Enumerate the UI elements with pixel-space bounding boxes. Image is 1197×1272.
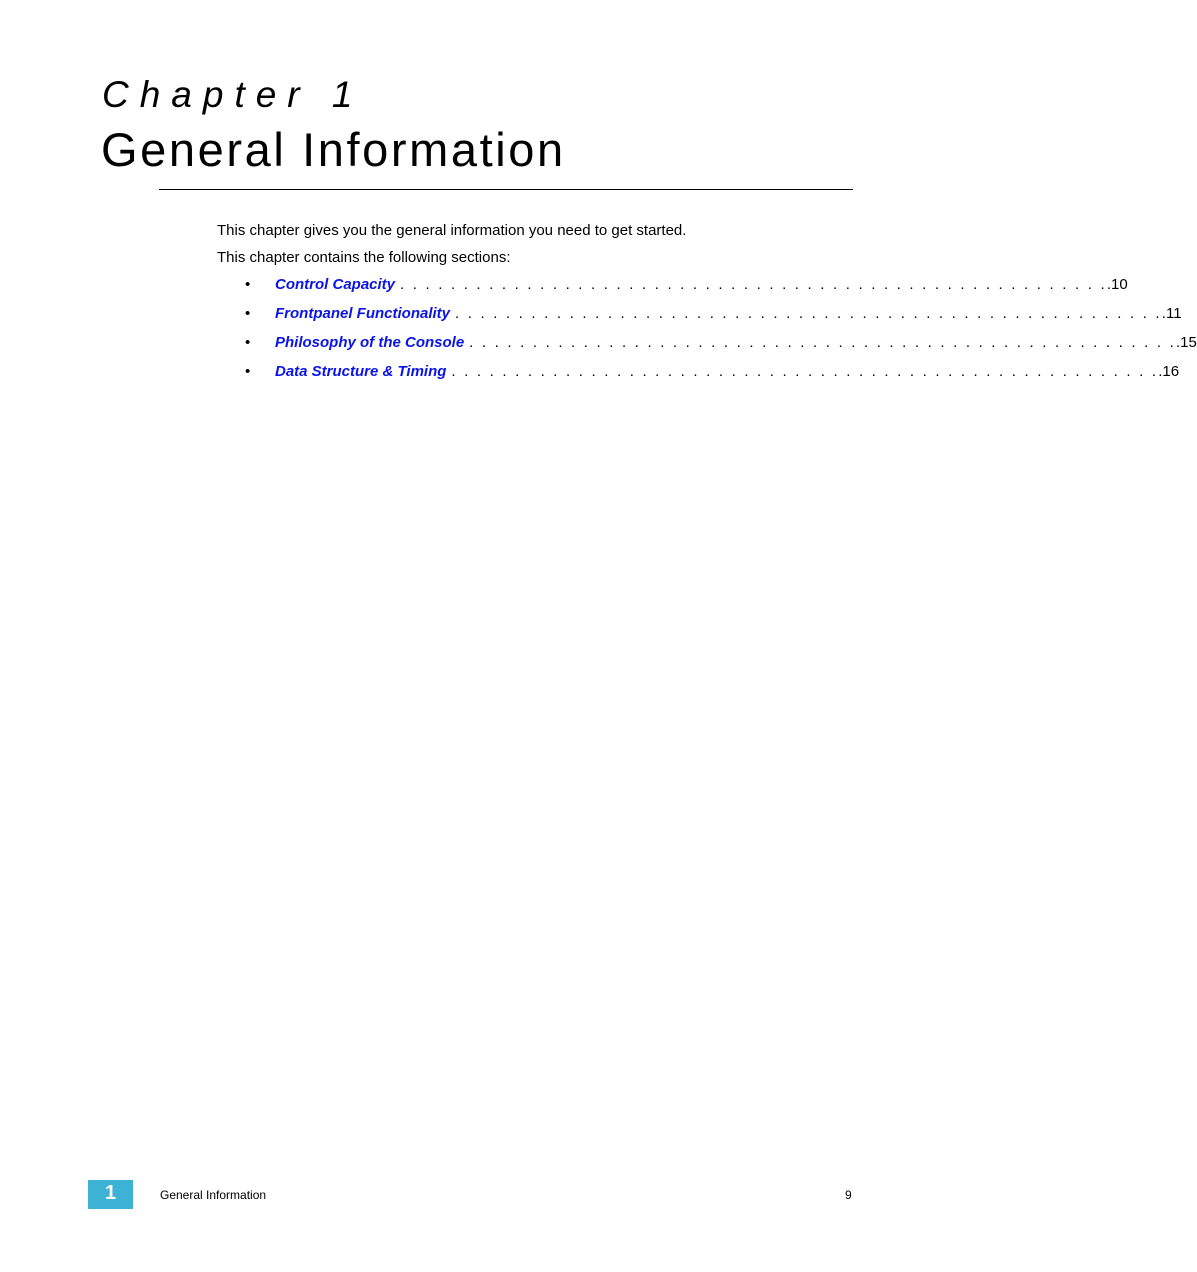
toc-link-data-structure-timing[interactable]: Data Structure & Timing bbox=[275, 363, 447, 380]
bullet-icon: • bbox=[245, 334, 251, 351]
dot-leader: . . . . . . . . . . . . . . . . . . . . . . . . . . . . . . . . . . . . . . . . . . . . . . . . . . . . . . . . bbox=[451, 363, 1159, 380]
toc-link-control-capacity[interactable]: Control Capacity bbox=[275, 276, 396, 293]
chapter-label: Chapter 1 bbox=[102, 74, 364, 115]
section-toc-list bbox=[245, 276, 1197, 392]
toc-page-number: .10 bbox=[1106, 276, 1128, 293]
chapter-title: General Information bbox=[101, 123, 566, 176]
toc-item-frontpanel-functionality bbox=[245, 305, 1182, 334]
bullet-icon: • bbox=[245, 305, 251, 322]
toc-item-control-capacity bbox=[245, 276, 1128, 305]
bullet-icon: • bbox=[245, 363, 251, 380]
toc-page-number: .15 bbox=[1175, 334, 1197, 351]
dot-leader: . . . . . . . . . . . . . . . . . . . . . . . . . . . . . . . . . . . . . . . . . . . . . . . . . . . . . . . . bbox=[400, 276, 1107, 293]
toc-item-data-structure-timing bbox=[245, 363, 1180, 392]
intro-sections-paragraph: This chapter contains the following sections: bbox=[217, 249, 511, 266]
dot-leader: . . . . . . . . . . . . . . . . . . . . . . . . . . . . . . . . . . . . . . . . . . . . . . . . . . . . . . . . bbox=[455, 305, 1162, 322]
toc-link-frontpanel-functionality[interactable]: Frontpanel Functionality bbox=[275, 305, 450, 322]
toc-page-number: .16 bbox=[1158, 363, 1180, 380]
footer-chapter-tab: 1 bbox=[88, 1180, 133, 1209]
toc-item-philosophy-of-the-console bbox=[245, 334, 1197, 363]
footer-section-title: General Information bbox=[160, 1188, 267, 1202]
title-divider bbox=[159, 189, 853, 190]
dot-leader: . . . . . . . . . . . . . . . . . . . . . . . . . . . . . . . . . . . . . . . . . . . . . . . . . . . . . . . . bbox=[469, 334, 1176, 351]
toc-link-philosophy-of-the-console[interactable]: Philosophy of the Console bbox=[275, 334, 465, 351]
footer-page-number: 9 bbox=[845, 1188, 852, 1202]
bullet-icon: • bbox=[245, 276, 251, 293]
intro-paragraph: This chapter gives you the general information you need to get started. bbox=[217, 222, 687, 239]
toc-page-number: .11 bbox=[1161, 305, 1182, 322]
